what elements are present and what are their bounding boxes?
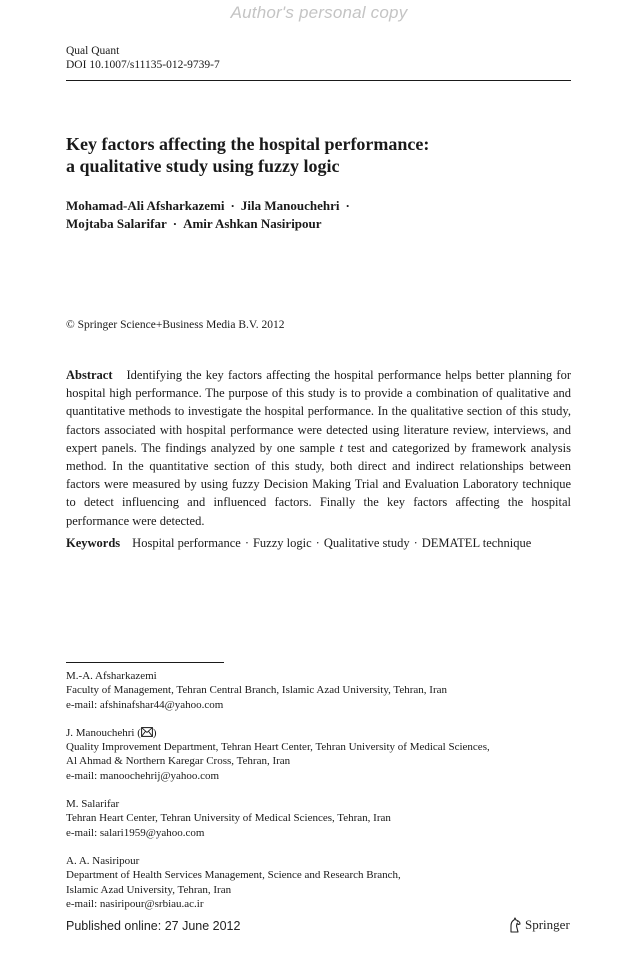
journal-meta	[66, 44, 220, 72]
keyword-separator: ·	[244, 536, 249, 550]
affiliation-email[interactable]: e-mail: afshinafshar44@yahoo.com	[66, 698, 224, 711]
affiliation-email[interactable]: e-mail: salari1959@yahoo.com	[66, 826, 205, 839]
keyword-item: Qualitative study	[323, 536, 410, 550]
affiliation-nasiripour	[66, 854, 571, 911]
affiliation-address: Tehran Heart Center, Tehran University of Medical Sciences, Tehran, Iran	[66, 812, 391, 825]
author-line-2	[66, 215, 571, 233]
keywords	[66, 534, 571, 552]
abstract-text-part-1: Identifying the key factors affecting the hospital performance helps better planning for hospital high performance. The purpose of this study is to provide a combination of qualitative and quantitative methods to investigate the hospital performance. In the qualitative section of this study, factors associated with hospital performance were detected using literature review, interviews, and expert panels. The findings analyzed by one sample	[66, 368, 571, 455]
publisher-name: Springer	[525, 917, 570, 932]
author-line-1	[66, 197, 571, 215]
author-separator: ·	[230, 198, 235, 213]
watermark: Author's personal copy	[230, 3, 408, 22]
author-separator: ·	[172, 216, 178, 231]
keyword-separator: ·	[413, 536, 418, 550]
keyword-item: Fuzzy logic	[252, 536, 312, 550]
springer-logo	[508, 917, 570, 933]
affiliation-salarifar	[66, 797, 571, 840]
published-label: Published online:	[66, 919, 162, 933]
keyword-separator: ·	[315, 536, 320, 550]
journal-name: Qual Quant	[66, 45, 120, 57]
footnote-rule	[66, 662, 224, 663]
springer-horse-icon	[508, 917, 522, 933]
abstract-text-part-2: test and categorized by framework analysis method. In the quantitative section of this study, both direct and indirect relationships between factors were measured by using fuzzy Decision Making Trial and Evaluation Laboratory technique to detect influencing and influenced factors. Finally the key factors affecting the hospital performance were detected.	[66, 440, 571, 528]
doi[interactable]: DOI 10.1007/s11135-012-9739-7	[66, 59, 220, 71]
keyword-item: DEMATEL technique	[421, 536, 532, 550]
paper-title	[66, 133, 571, 177]
copyright-notice: © Springer Science+Business Media B.V. 2012	[66, 319, 285, 331]
abstract-label: Abstract	[66, 368, 113, 382]
abstract	[66, 366, 571, 530]
affiliation-address: Faculty of Management, Tehran Central Branch, Islamic Azad University, Tehran, Iran	[66, 684, 447, 697]
author-salarifar: Mojtaba Salarifar	[66, 216, 167, 231]
affiliation-email[interactable]: e-mail: manoochehrij@yahoo.com	[66, 769, 220, 782]
envelope-icon	[141, 727, 153, 737]
affiliation-address: Islamic Azad University, Tehran, Iran	[66, 883, 232, 896]
author-separator: ·	[345, 198, 350, 213]
affiliation-manouchehri	[66, 726, 571, 783]
affiliation-name: M.-A. Afsharkazemi	[66, 670, 157, 682]
affiliations	[66, 669, 571, 925]
affiliation-name: J. Manouchehri	[66, 726, 135, 739]
header-rule	[66, 80, 571, 81]
title-line-2: a qualitative study using fuzzy logic	[66, 156, 340, 176]
published-online	[66, 919, 240, 933]
title-line-1: Key factors affecting the hospital performance:	[66, 134, 430, 154]
keyword-item: Hospital performance	[132, 536, 241, 550]
author-list	[66, 197, 571, 233]
affiliation-name-line: J. Manouchehri ( )	[66, 726, 157, 739]
affiliation-email[interactable]: e-mail: nasiripour@srbiau.ac.ir	[66, 897, 204, 910]
affiliation-address: Al Ahmad & Northern Karegar Cross, Tehran, Iran	[66, 755, 291, 768]
affiliation-afsharkazemi	[66, 669, 571, 712]
affiliation-address: Department of Health Services Management, Science and Research Branch,	[66, 869, 401, 882]
author-manouchehri: Jila Manouchehri	[240, 198, 340, 213]
author-afsharkazemi: Mohamad-Ali Afsharkazemi	[66, 198, 225, 213]
affiliation-address: Quality Improvement Department, Tehran Heart Center, Tehran University of Medical Sciences,	[66, 741, 490, 754]
published-date: 27 June 2012	[164, 919, 241, 933]
abstract-t-symbol: t	[339, 440, 343, 455]
affiliation-name: A. A. Nasiripour	[66, 854, 140, 867]
affiliation-name: M. Salarifar	[66, 798, 120, 811]
keywords-label: Keywords	[66, 536, 121, 550]
author-nasiripour: Amir Ashkan Nasiripour	[183, 216, 322, 231]
